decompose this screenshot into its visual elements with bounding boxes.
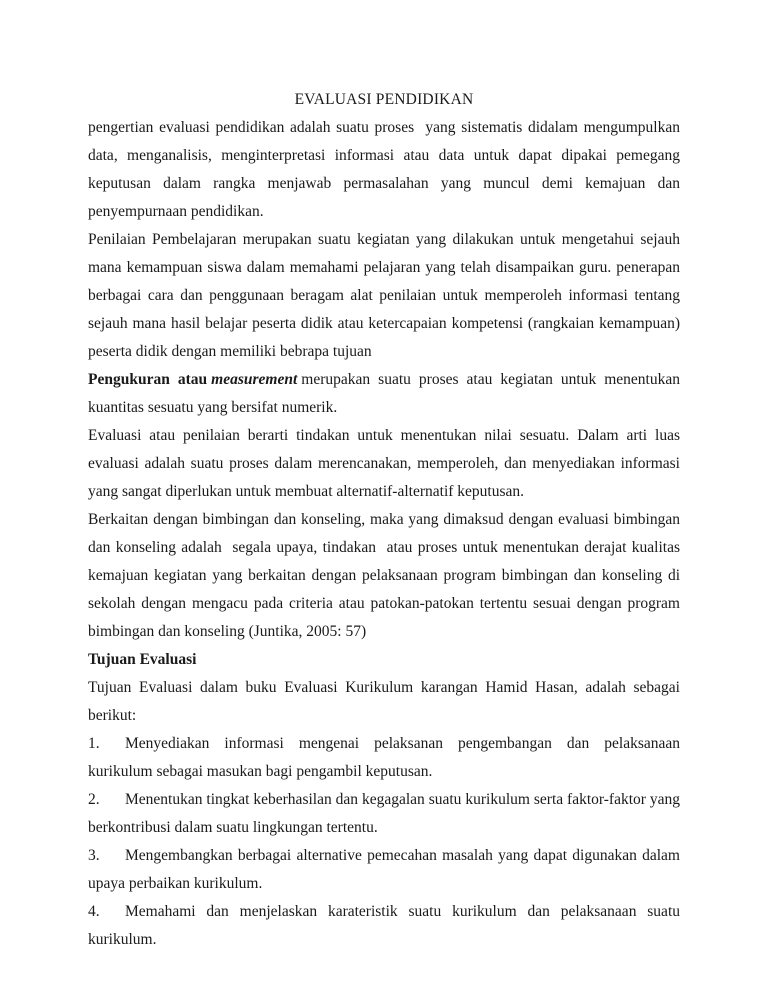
section-heading-tujuan-evaluasi: Tujuan Evaluasi [88,651,197,668]
list-item [88,842,684,898]
list-item-text: Memahami dan menjelaskan karateristik suatu kurikulum dan pelaksanaan suatu kurikulum. [88,903,684,948]
list-item-number: 1. [88,735,100,752]
paragraph-bimbingan-konseling: Berkaitan dengan bimbingan dan konseling, maka yang dimaksud dengan evaluasi bimbingan dan konseling adalah segala upaya, tindakan atau proses untuk menentukan derajat kualitas kemajuan kegiatan yang berkaitan dengan pelaksanaan program bimbingan dan konseling di sekolah dengan mengacu pada criteria atau patokan-patokan tertentu sesuai dengan program bimbingan dan konseling (Juntika, 2005: 57) [88,511,688,640]
document-body [88,86,688,954]
list-item [88,786,684,842]
list-item-text: Menyediakan informasi mengenai pelaksanan pengembangan dan pelaksanaan kurikulum sebagai masukan bagi pengambil keputusan. [88,735,684,780]
measurement-term: measurement [211,371,298,388]
list-item-number: 4. [88,903,100,920]
list-item-number: 2. [88,791,100,808]
pengukuran-rest: merupakan suatu proses atau kegiatan untuk menentukan kuantitas sesuatu yang bersifat numerik. [88,371,684,416]
paragraph-tujuan-intro: Tujuan Evaluasi dalam buku Evaluasi Kurikulum karangan Hamid Hasan, adalah sebagai berikut: [88,679,684,724]
paragraph-evaluasi-penilaian: Evaluasi atau penilaian berarti tindakan untuk menentukan nilai sesuatu. Dalam arti luas evaluasi adalah suatu proses dalam merencanakan, memperoleh, dan menyediakan informasi yang sangat diperlukan untuk membuat alternatif-alternatif keputusan. [88,427,684,500]
pengukuran-bold-lead: Pengukuran atau [88,371,212,388]
list-item [88,898,684,954]
list-item-text: Menentukan tingkat keberhasilan dan kegagalan suatu kurikulum serta faktor-faktor yang berkontribusi dalam suatu lingkungan tertentu. [88,791,684,836]
list-item [88,730,684,786]
paragraph-penilaian-pembelajaran: Penilaian Pembelajaran merupakan suatu kegiatan yang dilakukan untuk mengetahui sejauh mana kemampuan siswa dalam memahami pelajaran yang telah disampaikan guru. penerapan berbagai cara dan penggunaan beragam alat penilaian untuk memperoleh informasi tentang sejauh mana hasil belajar peserta didik atau ketercapaian kompetensi (rangkaian kemampuan) peserta didik dengan memiliki bebrapa tujuan [88,231,684,360]
paragraph-definisi-evaluasi: pengertian evaluasi pendidikan adalah suatu proses yang sistematis didalam mengumpulkan data, menganalisis, menginterpretasi informasi atau data untuk dapat dipakai pemegang keputusan dalam rangka menjawab permasalahan yang muncul demi kemajuan dan penyempurnaan pendidikan. [88,119,684,220]
tujuan-evaluasi-list [88,730,684,954]
page-title: EVALUASI PENDIDIKAN [294,91,474,108]
list-item-number: 3. [88,847,100,864]
paragraph-pengukuran [88,366,684,422]
list-item-text: Mengembangkan berbagai alternative pemecahan masalah yang dapat digunakan dalam upaya perbaikan kurikulum. [88,847,684,892]
